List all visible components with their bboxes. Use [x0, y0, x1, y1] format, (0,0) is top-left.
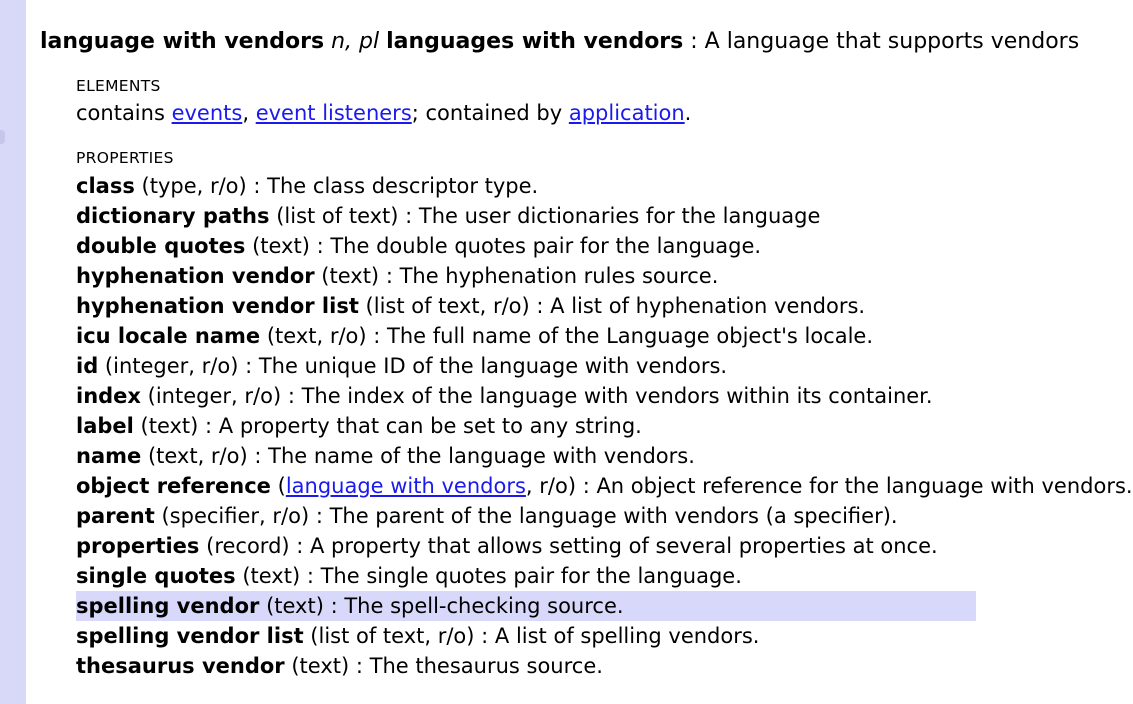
property-type: (type, r/o)	[141, 174, 247, 198]
property-type-suffix: , r/o)	[525, 474, 577, 498]
property-description: : The hyphenation rules source.	[379, 264, 719, 288]
property-type: (text)	[242, 564, 301, 588]
property-row[interactable]	[76, 531, 976, 561]
entry-description: A language that supports vendors	[704, 29, 1080, 54]
property-row[interactable]	[76, 201, 976, 231]
property-type: (text, r/o)	[147, 444, 248, 468]
property-type: (record)	[206, 534, 290, 558]
property-description: : A list of hyphenation vendors.	[529, 294, 866, 318]
property-type-link[interactable]: language with vendors	[285, 474, 526, 498]
elements-comma: ,	[242, 101, 256, 125]
property-row[interactable]	[76, 441, 976, 471]
property-row[interactable]	[76, 501, 976, 531]
property-description: : The double quotes pair for the language.	[309, 234, 762, 258]
property-name: thesaurus vendor	[76, 654, 285, 678]
property-type: (text, r/o)	[266, 324, 367, 348]
property-type: (text)	[291, 654, 350, 678]
property-name: label	[76, 414, 134, 438]
entry-term: language with vendors	[40, 29, 325, 54]
elements-line	[76, 98, 691, 128]
dictionary-entry	[40, 0, 1133, 704]
property-description: : The parent of the language with vendors (a specifier).	[309, 504, 898, 528]
property-row[interactable]	[76, 561, 976, 591]
property-name: class	[76, 174, 135, 198]
property-name: index	[76, 384, 141, 408]
property-row[interactable]	[76, 621, 976, 651]
property-name: properties	[76, 534, 200, 558]
properties-section-label: PROPERTIES	[76, 149, 174, 167]
property-row[interactable]	[76, 321, 976, 351]
property-name: dictionary paths	[76, 204, 270, 228]
property-row[interactable]	[76, 291, 976, 321]
property-type: (text)	[266, 594, 324, 618]
entry-separator: :	[683, 29, 705, 54]
property-description: : An object reference for the language with vendors.	[576, 474, 1133, 498]
property-row[interactable]	[76, 231, 976, 261]
property-name: parent	[76, 504, 155, 528]
property-description: : A list of spelling vendors.	[474, 624, 760, 648]
property-description: : A property that allows setting of several properties at once.	[289, 534, 938, 558]
property-description: : The spell-checking source.	[323, 594, 624, 618]
elements-prefix: contains	[76, 101, 172, 125]
property-row[interactable]	[76, 591, 976, 621]
elements-section-label: ELEMENTS	[76, 77, 161, 95]
entry-grammar: n, pl	[331, 29, 380, 54]
properties-list	[76, 171, 1133, 681]
property-name: hyphenation vendor list	[76, 294, 359, 318]
property-type: (integer, r/o)	[147, 384, 282, 408]
property-description: : The single quotes pair for the language.	[300, 564, 742, 588]
resize-handle[interactable]	[0, 130, 5, 144]
entry-heading	[40, 27, 1079, 57]
property-type-prefix: (	[277, 474, 286, 498]
link-event-listeners[interactable]: event listeners	[255, 101, 412, 125]
property-row[interactable]	[76, 411, 976, 441]
elements-suffix: .	[684, 101, 692, 125]
property-name: object reference	[76, 474, 271, 498]
property-type: (specifier, r/o)	[161, 504, 310, 528]
property-name: single quotes	[76, 564, 236, 588]
property-name: id	[76, 354, 99, 378]
property-name: name	[76, 444, 142, 468]
property-description: : The unique ID of the language with vendors.	[238, 354, 728, 378]
property-type: (list of text)	[276, 204, 399, 228]
property-row[interactable]	[76, 651, 976, 681]
link-events[interactable]: events	[171, 101, 243, 125]
property-description: : A property that can be set to any string.	[198, 414, 642, 438]
property-description: : The name of the language with vendors.	[247, 444, 695, 468]
property-description: : The thesaurus source.	[349, 654, 603, 678]
property-row[interactable]	[76, 261, 976, 291]
property-type: (text)	[140, 414, 199, 438]
property-type: (text)	[252, 234, 310, 258]
property-type: (integer, r/o)	[104, 354, 239, 378]
property-name: icu locale name	[76, 324, 261, 348]
property-name: hyphenation vendor	[76, 264, 315, 288]
property-row[interactable]	[76, 381, 976, 411]
left-sidebar-strip	[0, 0, 26, 704]
property-description: : The class descriptor type.	[246, 174, 539, 198]
elements-middle: ; contained by	[411, 101, 569, 125]
property-row[interactable]	[76, 471, 1133, 501]
link-application[interactable]: application	[568, 101, 685, 125]
property-row[interactable]	[76, 351, 976, 381]
property-type: (list of text, r/o)	[310, 624, 475, 648]
property-description: : The index of the language with vendors within its container.	[281, 384, 933, 408]
property-name: double quotes	[76, 234, 246, 258]
property-type: (list of text, r/o)	[365, 294, 530, 318]
property-description: : The user dictionaries for the language	[398, 204, 821, 228]
property-name: spelling vendor list	[76, 624, 304, 648]
entry-plural: languages with vendors	[386, 29, 684, 54]
property-row[interactable]	[76, 171, 976, 201]
property-type: (text)	[321, 264, 380, 288]
property-name: spelling vendor	[76, 594, 260, 618]
property-description: : The full name of the Language object's locale.	[366, 324, 874, 348]
